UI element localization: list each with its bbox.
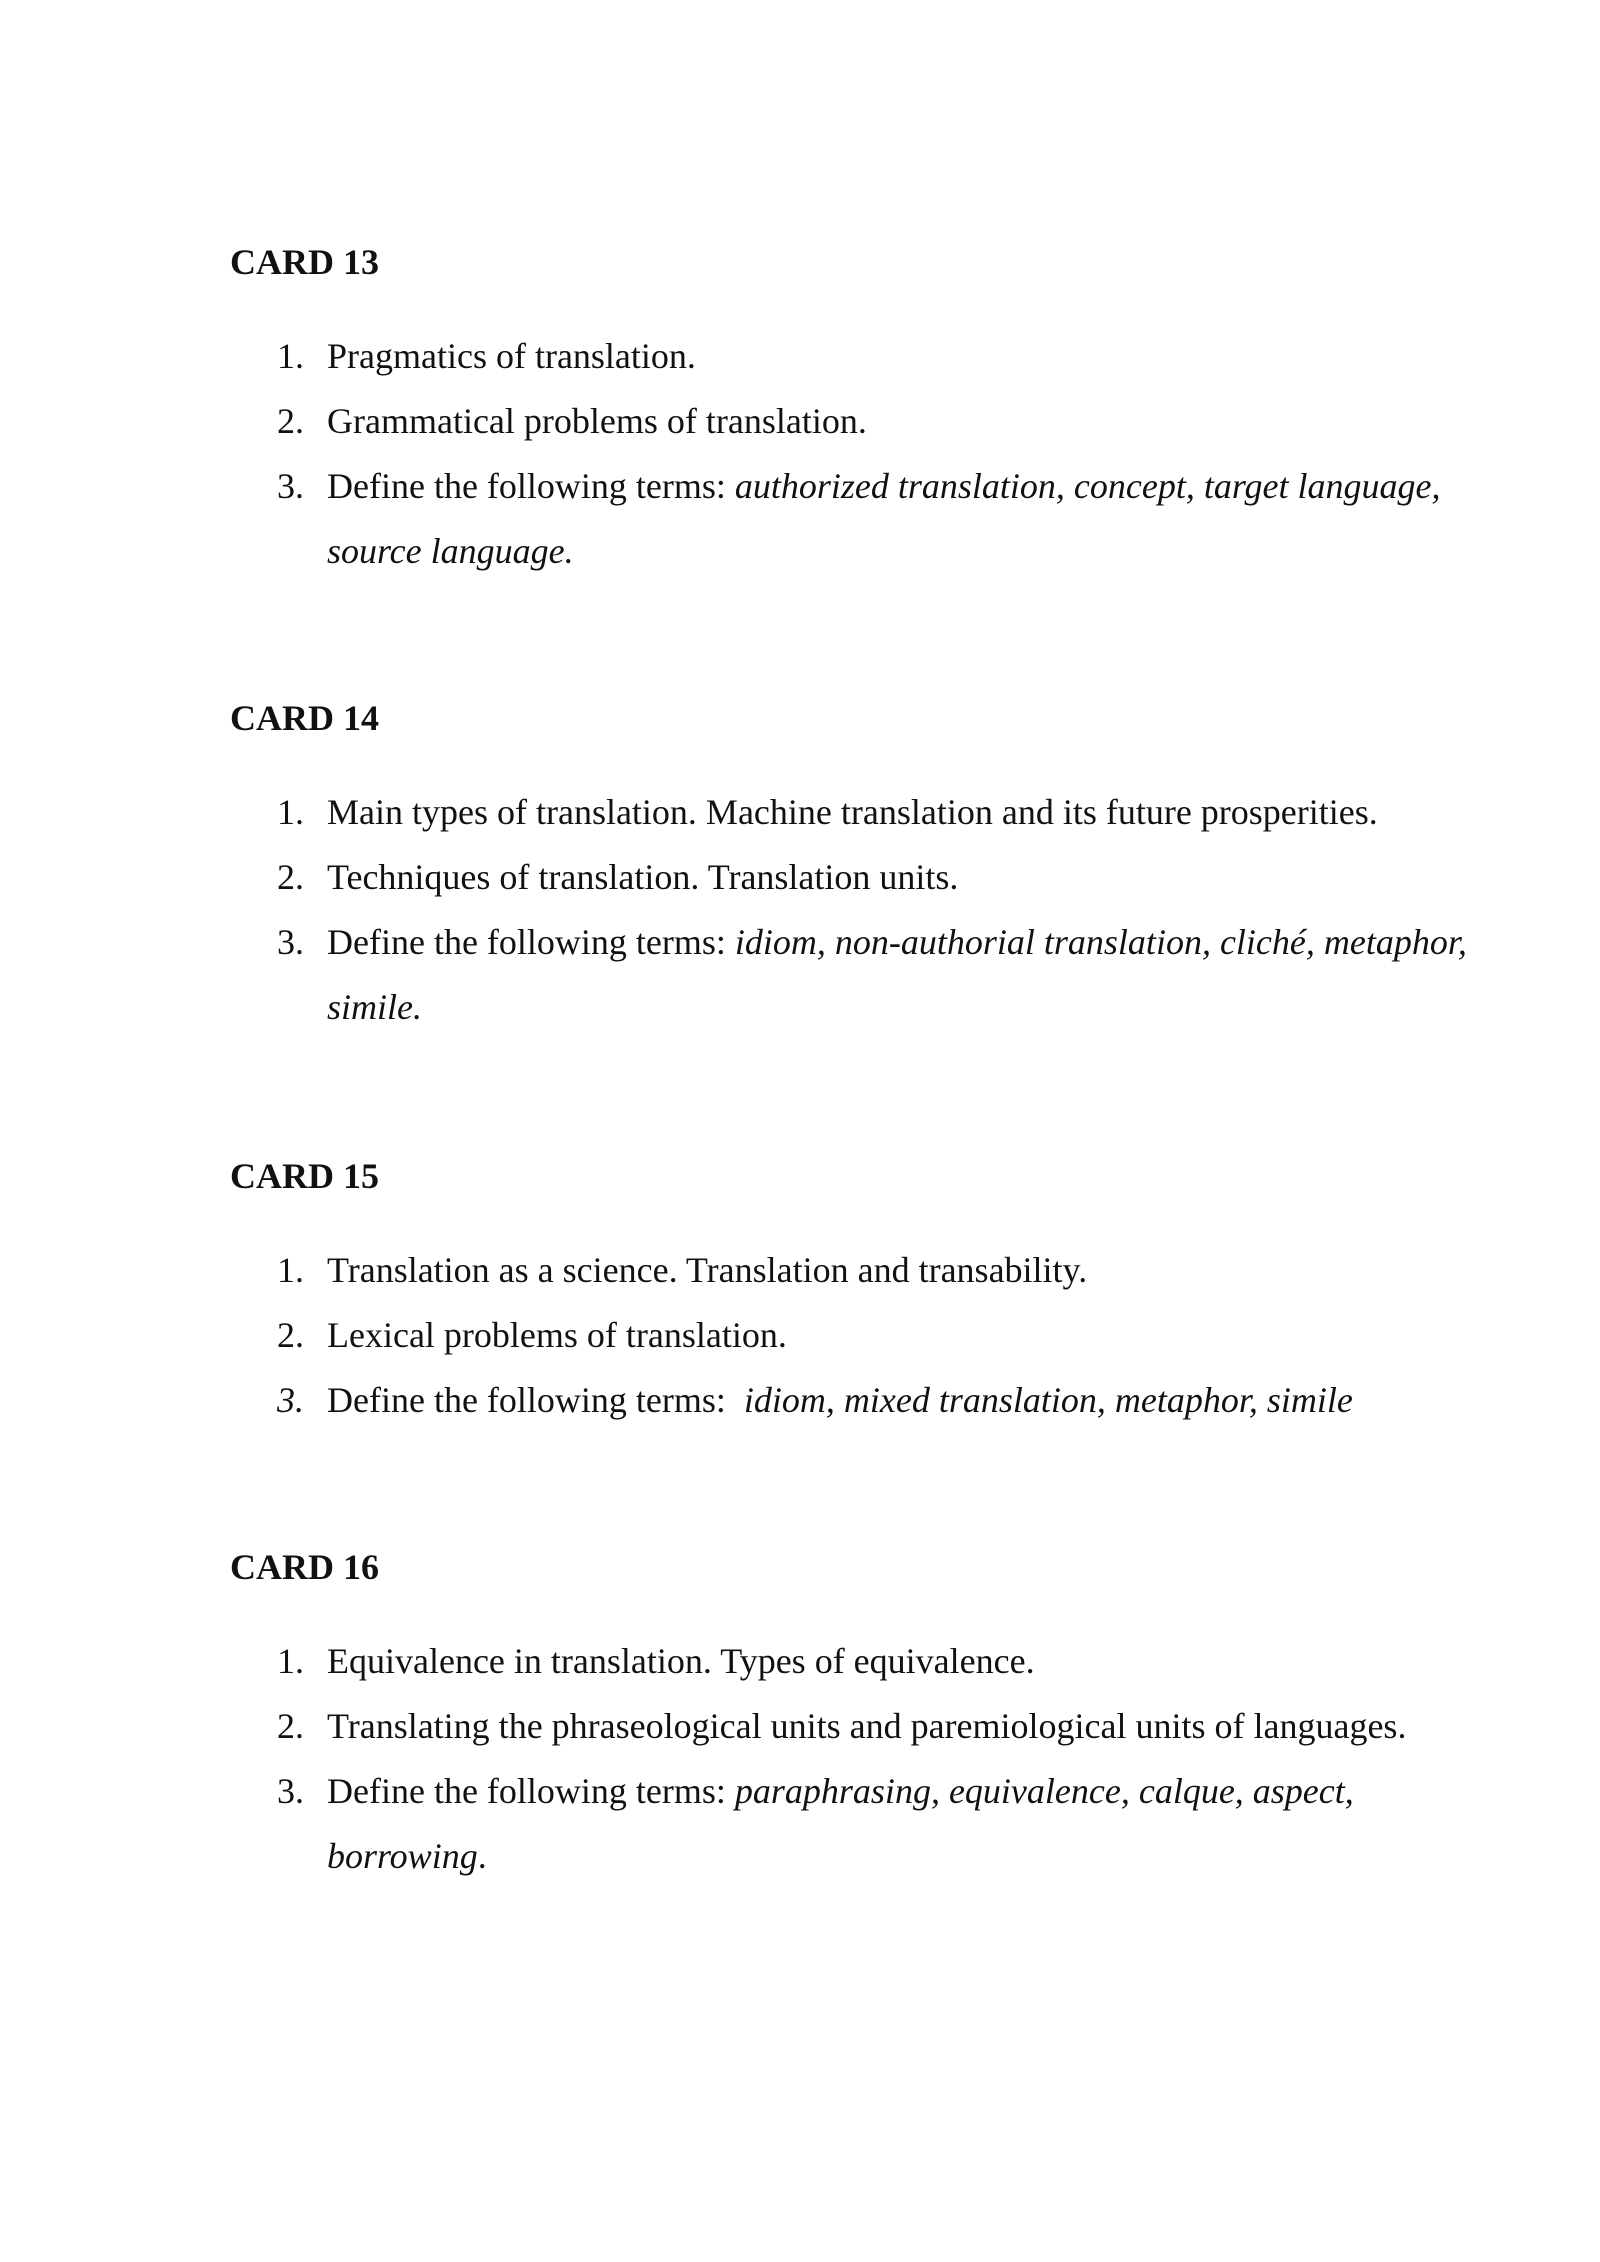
card-title: CARD 13 — [230, 242, 379, 282]
item-number: 3. — [277, 466, 304, 506]
list-item — [230, 1238, 1480, 1303]
item-suffix: . — [477, 1836, 487, 1876]
question-list — [230, 1238, 1480, 1433]
card-title: CARD 16 — [230, 1547, 379, 1587]
card-title: CARD 14 — [230, 698, 379, 738]
list-item — [230, 910, 1480, 1040]
list-item — [230, 1759, 1480, 1889]
item-number: 2. — [277, 1706, 304, 1746]
list-item — [230, 1303, 1480, 1368]
list-item — [230, 389, 1480, 454]
item-prefix: Define the following terms: — [327, 1380, 744, 1420]
card-15-section — [230, 1154, 1480, 1433]
card-13-section — [230, 240, 1480, 584]
question-list — [230, 324, 1480, 584]
item-number: 1. — [277, 792, 304, 832]
item-number: 2. — [277, 857, 304, 897]
question-list — [230, 1629, 1480, 1889]
item-number: 1. — [277, 336, 304, 376]
item-prefix: Define the following terms: — [327, 466, 735, 506]
card-14-section — [230, 696, 1480, 1040]
item-number: 1. — [277, 1641, 304, 1681]
list-item — [230, 324, 1480, 389]
list-item — [230, 1629, 1480, 1694]
card-title: CARD 15 — [230, 1156, 379, 1196]
item-text: Main types of translation. Machine translation and its future prosperities. — [327, 792, 1378, 832]
item-number: 3. — [277, 922, 304, 962]
item-text: Equivalence in translation. Types of equivalence. — [327, 1641, 1035, 1681]
list-item — [230, 845, 1480, 910]
list-item — [230, 780, 1480, 845]
item-terms: authorized translation, concept, target language, source language. — [327, 466, 1441, 571]
item-prefix: Define the following terms: — [327, 1771, 735, 1811]
item-text: Techniques of translation. Translation units. — [327, 857, 959, 897]
list-item — [230, 1694, 1480, 1759]
item-number: 3. — [277, 1380, 304, 1420]
item-text: Grammatical problems of translation. — [327, 401, 867, 441]
item-text: Pragmatics of translation. — [327, 336, 696, 376]
item-terms: paraphrasing, equivalence, calque, aspect, borrowing — [327, 1771, 1354, 1876]
card-16-section — [230, 1545, 1480, 1889]
list-item — [230, 1368, 1480, 1433]
item-number: 2. — [277, 401, 304, 441]
item-terms: idiom, non-authorial translation, cliché, metaphor, simile. — [327, 922, 1467, 1027]
item-text: Translating the phraseological units and paremiological units of languages. — [327, 1706, 1407, 1746]
item-prefix: Define the following terms: — [327, 922, 735, 962]
question-list — [230, 780, 1480, 1040]
item-number: 1. — [277, 1250, 304, 1290]
item-terms: idiom, mixed translation, metaphor, simile — [743, 1380, 1353, 1420]
item-number: 2. — [277, 1315, 304, 1355]
item-text: Translation as a science. Translation and transability. — [327, 1250, 1088, 1290]
item-number: 3. — [277, 1771, 304, 1811]
list-item — [230, 454, 1480, 584]
item-text: Lexical problems of translation. — [327, 1315, 787, 1355]
